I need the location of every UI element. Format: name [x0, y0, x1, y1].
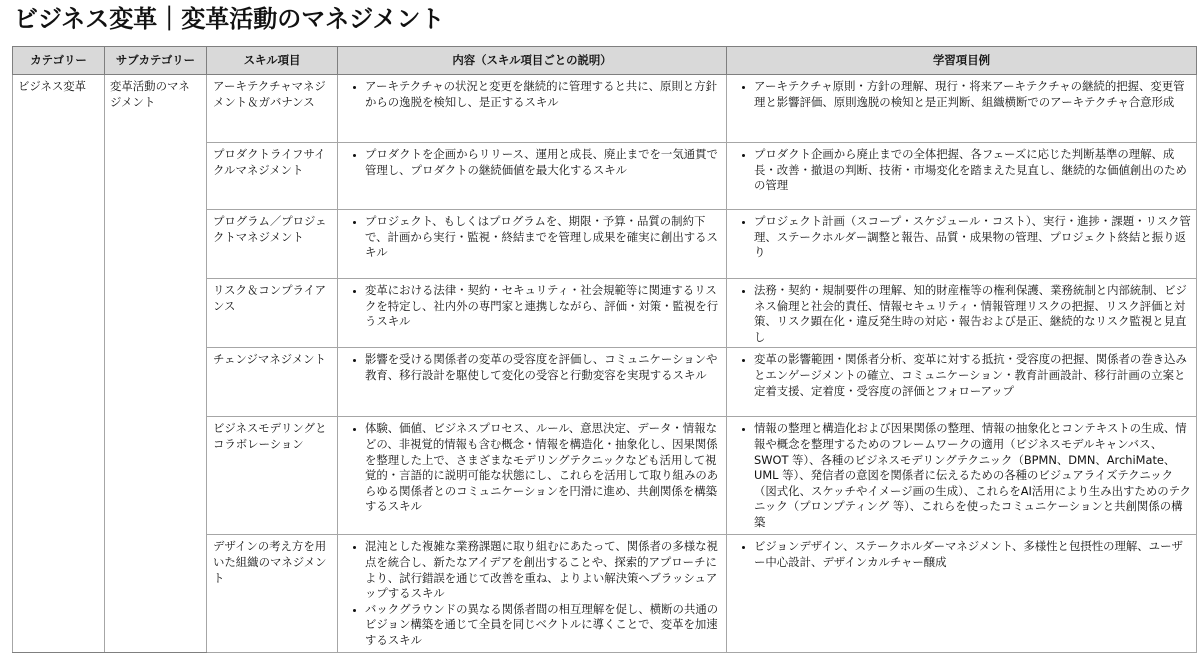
- table-header-row: [13, 47, 1197, 75]
- header-content: 内容（スキル項目ごとの説明）: [338, 47, 727, 75]
- examples-cell: [727, 210, 1197, 279]
- subcategory-cell: 変革活動のマネジメント: [105, 75, 207, 653]
- examples-cell: [727, 417, 1197, 535]
- content-bullet: • 混沌とした複雑な業務課題に取り組むにあたって、関係者の多様な視点を統合し、新たなアイデアを創出することや、探索的アプローチにより、試行錯誤を通じて改善を重ね、よりよい解決策へブラッシュアップするスキル: [365, 539, 721, 601]
- examples-cell: [727, 279, 1197, 348]
- examples-cell: [727, 535, 1197, 653]
- content-cell: [338, 75, 727, 143]
- content-cell: [338, 210, 727, 279]
- examples-bullet: • 法務・契約・規制要件の理解、知的財産権等の権利保護、業務統制と内部統制、ビジネス倫理と社会的責任、情報セキュリティ・情報管理リスクの把握、リスク評価と対策、リスク顕在化・違反発生時の対応・報告および是正、継続的なリスク監視と見直し: [754, 283, 1191, 345]
- content-bullet: • プロジェクト、もしくはプログラムを、期限・予算・品質の制約下で、計画から実行・監視・終結までを管理し成果を確実に創出するスキル: [365, 214, 721, 261]
- content-cell: [338, 417, 727, 535]
- content-bullet: • アーキテクチャの状況と変更を継続的に管理すると共に、原則と方針からの逸脱を検知し、是正するスキル: [365, 79, 721, 110]
- examples-bullet: • ビジョンデザイン、ステークホルダーマネジメント、多様性と包摂性の理解、ユーザー中心設計、デザインカルチャー醸成: [754, 539, 1191, 570]
- category-cell: ビジネス変革: [13, 75, 105, 653]
- examples-bullet: • アーキテクチャ原則・方針の理解、現行・将来アーキテクチャの継続的把握、変更管理と影響評価、原則逸脱の検知と是正判断、組織横断でのアーキテクチャ合意形成: [754, 79, 1191, 110]
- examples-bullet: • プロダクト企画から廃止までの全体把握、各フェーズに応じた判断基準の理解、成長・改善・撤退の判断、技術・市場変化を踏まえた見直し、継続的な価値創出のための管理: [754, 147, 1191, 194]
- skill-cell: ビジネスモデリングとコラボレーション: [207, 417, 338, 535]
- table-row: [13, 75, 1197, 143]
- content-bullet: • 影響を受ける関係者の変革の受容度を評価し、コミュニケーションや教育、移行設計を駆使して変化の受容と行動変容を実現するスキル: [365, 352, 721, 383]
- content-bullet: • プロダクトを企画からリリース、運用と成長、廃止までを一気通貫で管理し、プロダクトの継続価値を最大化するスキル: [365, 147, 721, 178]
- page-title: ビジネス変革｜変革活動のマネジメント: [14, 5, 445, 33]
- content-bullet: • 体験、価値、ビジネスプロセス、ルール、意思決定、データ・情報などの、非視覚的情報も含む概念・情報を構造化・抽象化し、因果関係を整理した上で、さまざまなモデリングテクニックなども活用して視覚的・言語的に説明可能な状態にし、これらを活用して取り組みのあらゆる関係者とのコミュニケーションを円滑に進め、共創関係を構築するスキル: [365, 421, 721, 515]
- examples-bullet: • プロジェクト計画（スコープ・スケジュール・コスト）、実行・進捗・課題・リスク管理、ステークホルダー調整と報告、品質・成果物の管理、プロジェクト終結と振り返り: [754, 214, 1191, 261]
- content-cell: [338, 279, 727, 348]
- examples-cell: [727, 143, 1197, 210]
- skill-cell: デザインの考え方を用いた組織のマネジメント: [207, 535, 338, 653]
- header-category: カテゴリー: [13, 47, 105, 75]
- examples-cell: [727, 75, 1197, 143]
- skill-cell: プログラム／プロジェクトマネジメント: [207, 210, 338, 279]
- examples-bullet: • 変革の影響範囲・関係者分析、変革に対する抵抗・受容度の把握、関係者の巻き込みとエンゲージメントの確立、コミュニケーション・教育計画設計、移行計画の立案と定着支援、定着度・受容度の評価とフォローアップ: [754, 352, 1191, 399]
- skill-cell: チェンジマネジメント: [207, 348, 338, 417]
- header-subcategory: サブカテゴリー: [105, 47, 207, 75]
- header-skill: スキル項目: [207, 47, 338, 75]
- examples-cell: [727, 348, 1197, 417]
- content-cell: [338, 348, 727, 417]
- skill-cell: アーキテクチャマネジメント＆ガバナンス: [207, 75, 338, 143]
- skill-cell: リスク＆コンプライアンス: [207, 279, 338, 348]
- examples-bullet: • 情報の整理と構造化および因果関係の整理、情報の抽象化とコンテキストの生成、情報や概念を整理するためのフレームワークの適用（ビジネスモデルキャンバス、SWOT 等）、各種のビジネスモデリングテクニック（BPMN、DMN、ArchiMate、UML 等）、発信者の意図を関係者に伝えるための各種のビジュアライズテクニック（図式化、スケッチやイメージ画の生成）、これらをAI活用により生み出すためのテクニック（プロンプティング 等）、これらを使ったコミュニケーションと共創関係の構築: [754, 421, 1191, 530]
- header-examples: 学習項目例: [727, 47, 1197, 75]
- skill-cell: プロダクトライフサイクルマネジメント: [207, 143, 338, 210]
- content-bullet: • 変革における法律・契約・セキュリティ・社会規範等に関連するリスクを特定し、社内外の専門家と連携しながら、評価・対策・監視を行うスキル: [365, 283, 721, 330]
- content-cell: [338, 535, 727, 653]
- content-bullet: • バックグラウンドの異なる関係者間の相互理解を促し、横断の共通のビジョン構築を通じて全員を同じベクトルに導くことで、変革を加速するスキル: [365, 602, 721, 649]
- skill-table: [12, 46, 1197, 653]
- content-cell: [338, 143, 727, 210]
